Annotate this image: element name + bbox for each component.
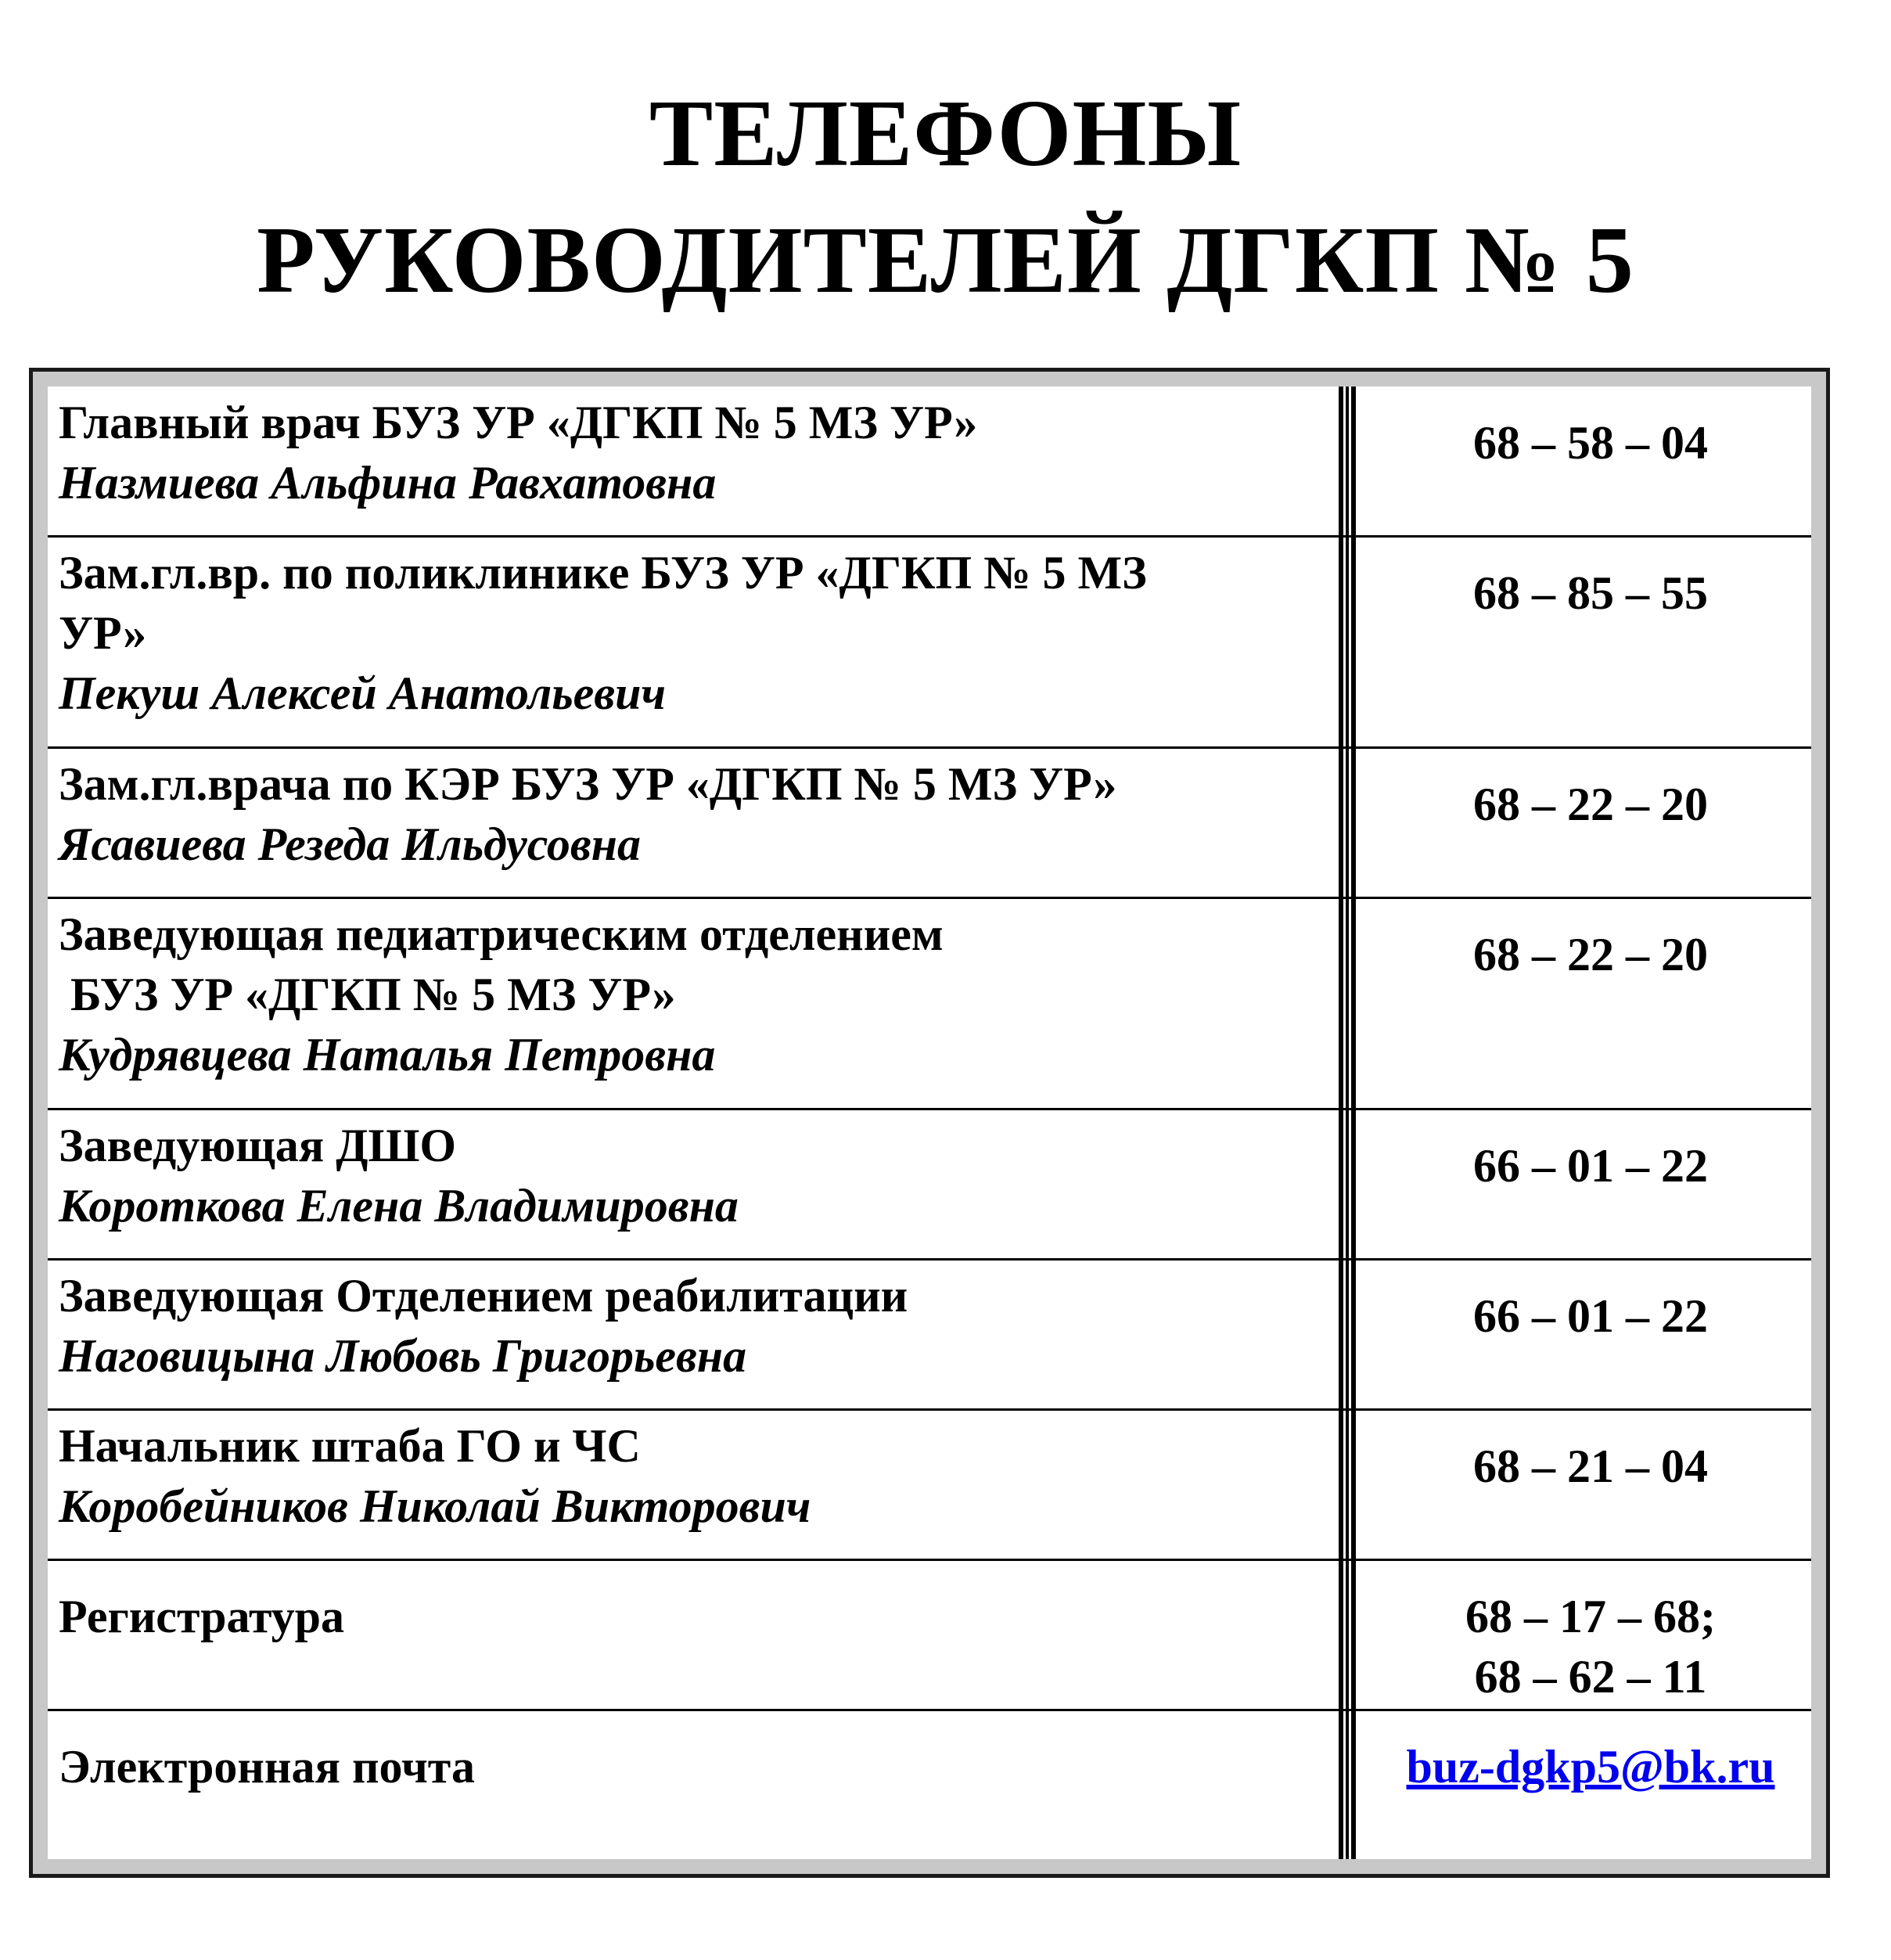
phone-cell [1370, 1136, 1811, 1196]
person-name: Назмиева Альфина Равхатовна [59, 457, 717, 509]
table-row [48, 1109, 1811, 1260]
position-cell [59, 543, 1326, 724]
phone-cell [1370, 775, 1811, 835]
table-row [48, 387, 1811, 537]
contacts-table-frame [29, 368, 1830, 1878]
position-title: Заведующая Отделением реабилитации [59, 1270, 908, 1322]
position-cell [59, 1587, 1326, 1647]
page-title-line-1: ТЕЛЕФОНЫ [649, 81, 1242, 186]
phone-number: 68 – 62 – 11 [1474, 1651, 1707, 1703]
phone-number: 66 – 01 – 22 [1473, 1140, 1708, 1192]
position-cell [59, 1266, 1326, 1386]
position-title: Заведующая педиатрическим отделением [59, 908, 944, 960]
phone-number: 66 – 01 – 22 [1473, 1290, 1708, 1342]
table-row [48, 898, 1811, 1109]
phone-number: 68 – 22 – 20 [1473, 779, 1708, 830]
person-name: Наговицына Любовь Григорьевна [59, 1330, 747, 1382]
table-row [48, 1560, 1811, 1710]
phone-number: 68 – 21 – 04 [1473, 1440, 1708, 1492]
phone-cell [1370, 563, 1811, 624]
phone-number: 68 – 58 – 04 [1473, 417, 1708, 469]
position-cell [59, 1416, 1326, 1537]
person-name: Короткова Елена Владимировна [59, 1180, 739, 1232]
position-title: Регистратура [59, 1591, 345, 1642]
position-title: Начальник штаба ГО и ЧС [59, 1420, 641, 1472]
position-cell [59, 393, 1326, 513]
position-cell [59, 1116, 1326, 1236]
position-title: Зам.гл.вр. по поликлинике БУЗ УР «ДГКП № 5 МЗ [59, 547, 1147, 599]
person-name: Коробейников Николай Викторович [59, 1480, 811, 1532]
phone-number: 68 – 22 – 20 [1473, 929, 1708, 980]
phone-cell [1370, 1286, 1811, 1347]
position-title: БУЗ УР «ДГКП № 5 МЗ УР» [59, 969, 676, 1020]
phone-number: 68 – 17 – 68; [1465, 1591, 1716, 1642]
position-title: Зам.гл.врача по КЭР БУЗ УР «ДГКП № 5 МЗ УР» [59, 758, 1117, 810]
table-row [48, 1260, 1811, 1410]
email-cell [1370, 1737, 1811, 1797]
position-title: Главный врач БУЗ УР «ДГКП № 5 МЗ УР» [59, 397, 978, 448]
email-link[interactable]: buz-dgkp5@bk.ru [1406, 1741, 1775, 1793]
person-name: Пекуш Алексей Анатольевич [59, 667, 666, 719]
phone-cell [1370, 1587, 1811, 1707]
page-title-line-2: РУКОВОДИТЕЛЕЙ ДГКП № 5 [257, 207, 1634, 313]
phone-number: 68 – 85 – 55 [1473, 567, 1708, 619]
phone-cell [1370, 1437, 1811, 1497]
table-row [48, 537, 1811, 748]
phone-cell [1370, 925, 1811, 985]
table-row [48, 748, 1811, 898]
person-name: Кудрявцева Наталья Петровна [59, 1029, 716, 1081]
phone-cell [1370, 413, 1811, 473]
table-row-email [48, 1710, 1811, 1861]
email-label: Электронная почта [59, 1741, 476, 1793]
position-cell [59, 904, 1326, 1085]
table-row [48, 1410, 1811, 1560]
position-title: УР» [59, 607, 147, 659]
person-name: Ясавиева Резеда Ильдусовна [59, 818, 641, 870]
position-cell [59, 754, 1326, 875]
contacts-table [48, 387, 1811, 1859]
position-title: Заведующая ДШО [59, 1120, 457, 1171]
